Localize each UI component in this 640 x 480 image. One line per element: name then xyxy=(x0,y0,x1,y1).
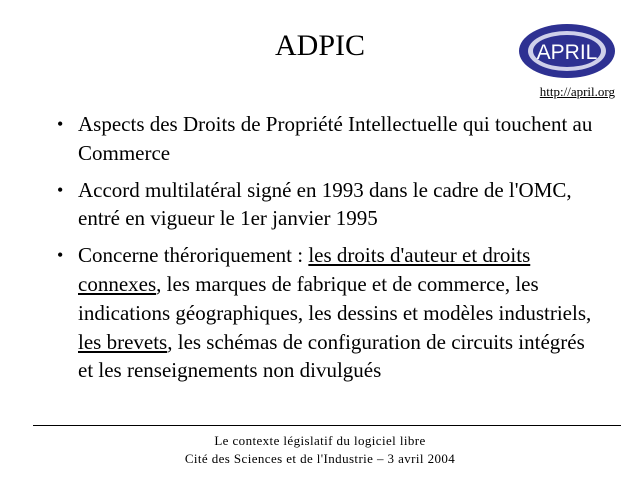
bullet-list xyxy=(54,110,594,393)
bullet-item xyxy=(54,110,594,168)
bullet-text-prefix: Concerne théroriquement : xyxy=(78,243,309,268)
footer xyxy=(0,432,640,468)
bullet-dot-icon: • xyxy=(57,114,64,134)
bullet-dot-icon: • xyxy=(57,179,64,200)
april-logo xyxy=(517,22,617,80)
footer-divider xyxy=(33,425,621,426)
droits-auteur-link[interactable]: les droits d'auteur et droits connexes xyxy=(78,243,531,296)
footer-line-1: Le contexte législatif du logiciel libre xyxy=(214,433,426,448)
brevets-link[interactable]: les brevets xyxy=(78,329,168,354)
bullet-text: Accord multilatéral signé en 1993 dans le cadre de l'OMC, entré en vigueur le 1er janvier 1995 xyxy=(78,177,572,231)
logo-text: APRIL xyxy=(536,41,598,64)
bullet-dot-icon: • xyxy=(57,245,64,266)
bullet-item xyxy=(54,176,594,234)
bullet-text-suffix: , les schémas de configuration de circuits intégrés et les renseignements non divulgués xyxy=(78,329,585,383)
footer-line-2: Cité des Sciences et de l'Industrie – 3 avril 2004 xyxy=(184,451,456,466)
april-url-link[interactable]: http://april.org xyxy=(539,84,615,99)
bullet-text: Aspects des Droits de Propriété Intellectuelle qui touchent au Commerce xyxy=(78,112,593,165)
bullet-text-middle: , les marques de fabrique et de commerce, les indications géographiques, les dessins et modèles industriels, xyxy=(78,271,592,325)
slide-title: ADPIC xyxy=(274,29,365,62)
bullet-item xyxy=(54,241,594,385)
